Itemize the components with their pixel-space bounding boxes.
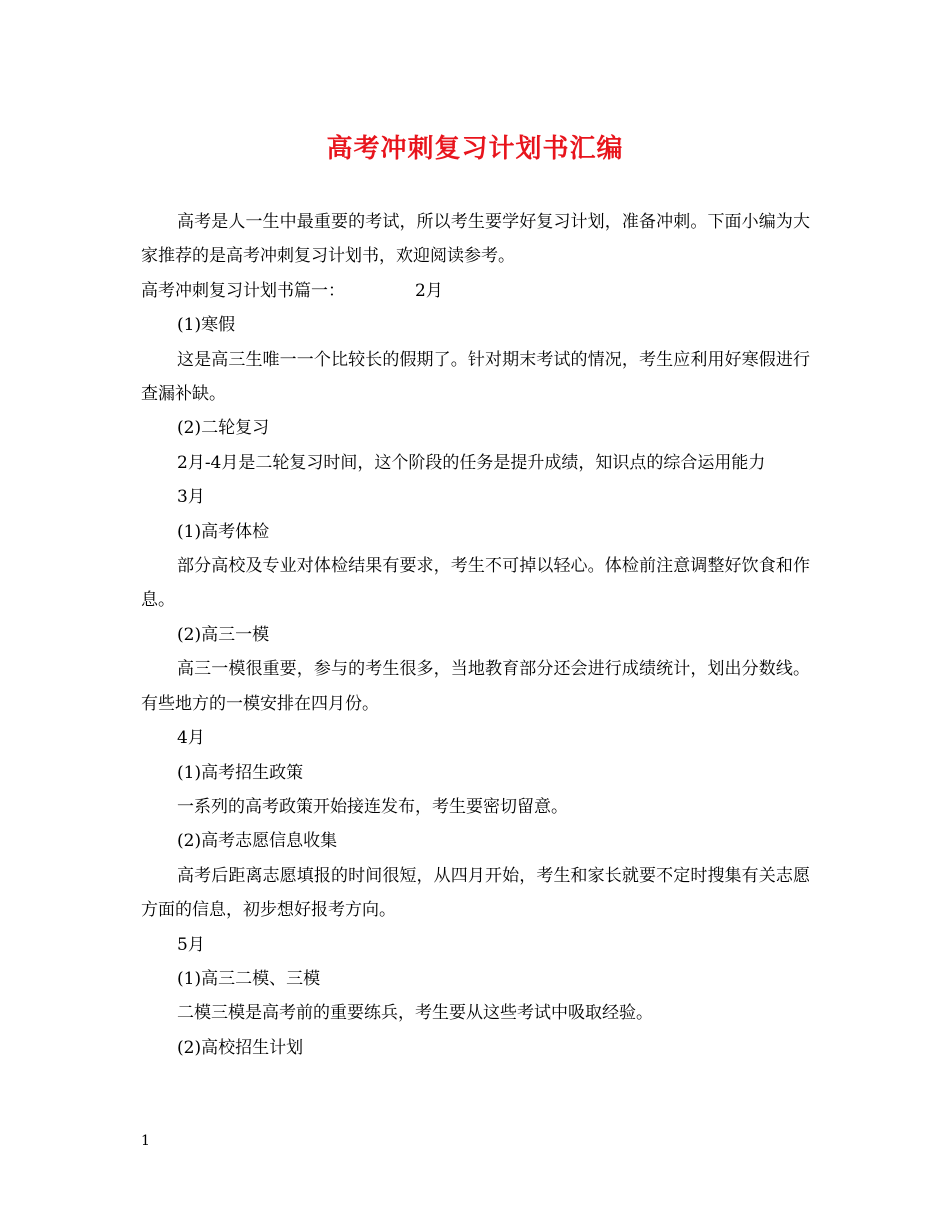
paragraph: (1)高三二模、三模 [177,968,321,989]
section-heading-line [141,274,810,308]
paragraph: (1)高考体检 [177,521,270,542]
section-month: 2月 [415,280,443,301]
paragraph: (2)二轮复习 [177,418,270,439]
paragraph: 高考后距离志愿填报的时间很短，从四月开始，考生和家长就要不定时搜集有关志愿方面的信息，初步想好报考方向。 [141,865,810,921]
paragraph: 一系列的高考政策开始接连发布，考生要密切留意。 [177,796,568,817]
paragraph: (2)高三一模 [177,624,270,645]
paragraph: (1)寒假 [177,315,236,336]
paragraph: (2)高考志愿信息收集 [177,831,338,852]
paragraph: (1)高考招生政策 [177,762,304,783]
paragraph: 这是高三生唯一一个比较长的假期了。针对期末考试的情况，考生应利用好寒假进行查漏补缺。 [141,349,810,405]
paragraph: 4月 [177,728,205,749]
intro-paragraph: 高考是人一生中最重要的考试，所以考生要学好复习计划，准备冲刺。下面小编为大家推荐的是高考冲刺复习计划书，欢迎阅读参考。 [141,212,810,267]
paragraph: 部分高校及专业对体检结果有要求，考生不可掉以轻心。体检前注意调整好饮食和作息。 [141,556,810,611]
section-heading: 高考冲刺复习计划书篇一： [141,280,345,301]
paragraph: 高三一模很重要，参与的考生很多，当地教育部分还会进行成绩统计，划出分数线。有些地方的一模安排在四月份。 [141,659,810,714]
document-body [141,205,810,1065]
paragraph: 二模三模是高考前的重要练兵，考生要从这些考试中吸取经验。 [177,1003,653,1024]
paragraph: (2)高校招生计划 [177,1037,304,1058]
paragraph: 2月-4月是二轮复习时间，这个阶段的任务是提升成绩，知识点的综合运用能力 [177,452,766,473]
paragraph: 3月 [177,487,205,508]
document-title: 高考冲刺复习计划书汇编 [326,134,624,164]
page-number: 1 [141,1133,150,1149]
paragraph: 5月 [177,934,205,955]
